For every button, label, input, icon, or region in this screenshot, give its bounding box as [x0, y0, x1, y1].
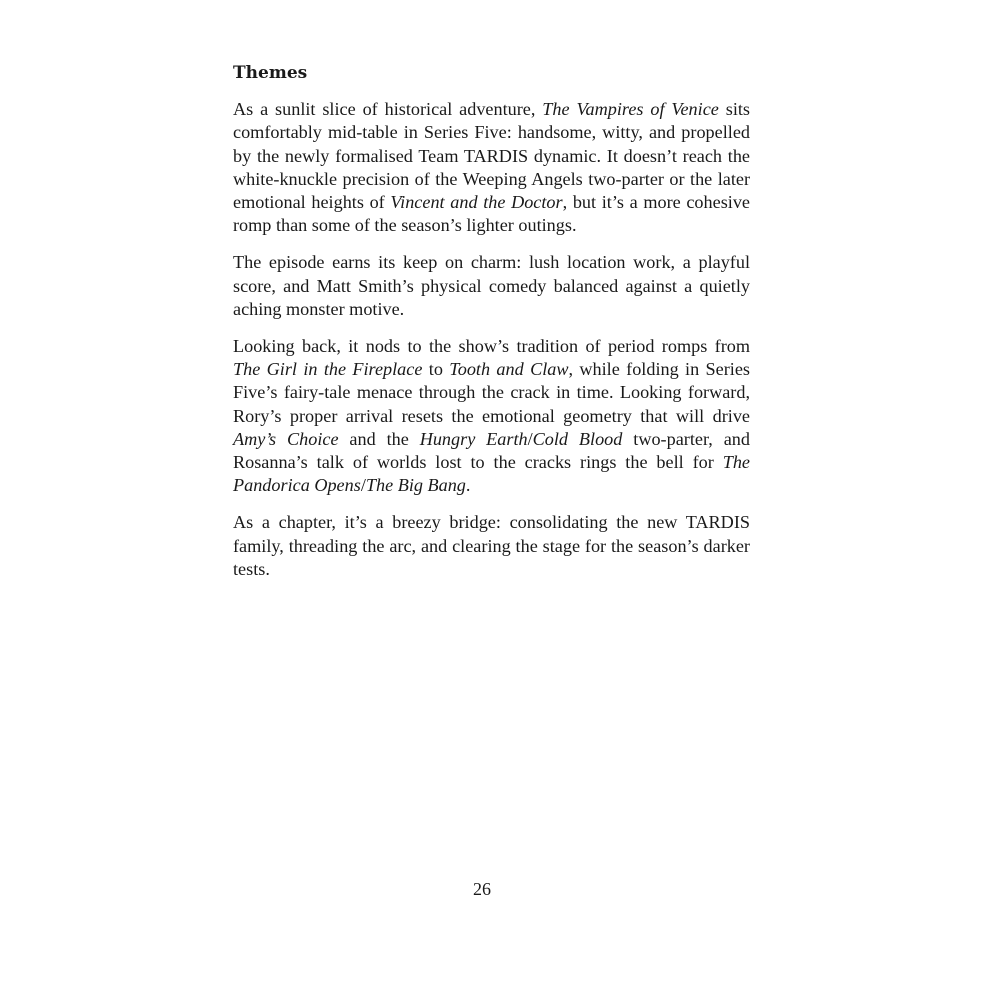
paragraph-text-run: As a chapter, it’s a breezy bridge: consolidating the new TARDIS family, threading the arc, and clearing the stage for the season’s darker tests.: [233, 512, 750, 579]
paragraph-text-run: /: [527, 428, 533, 449]
body-paragraph: [233, 98, 750, 238]
italic-title-text: The Vampires of Venice: [542, 99, 719, 119]
paragraph-text-run: sits comfortably mid-table in Series Five: handsome, witty, and propelled by the newly formalised Team TARDIS dynamic. It doesn’t reach the white-knuckle precision of the Weeping Angels two-parter or the later emotional heights of: [233, 99, 751, 213]
section-heading: Themes: [233, 63, 308, 83]
italic-title-text: The Big Bang: [365, 475, 466, 496]
paragraphs-container: [233, 98, 750, 581]
italic-title-text: Cold Blood: [532, 428, 623, 449]
italic-title-text: Amy’s Choice: [233, 428, 339, 449]
paragraph-text-run: Looking back, it nods to the show’s tradition of period romps from: [233, 335, 750, 356]
body-paragraph: [233, 335, 750, 498]
paragraph-text-run: , while folding in Series Five’s fairy-tale menace through the crack in time. Looking forward, Rory’s proper arrival resets the emotional geometry that will drive: [233, 358, 750, 426]
paragraph-text-run: , but it’s a more cohesive romp than some of the season’s lighter outings.: [233, 192, 750, 236]
italic-title-text: Vincent and the Doctor: [390, 192, 563, 213]
page-number: 26: [473, 879, 491, 899]
paragraph-text-run: The episode earns its keep on charm: lush location work, a playful score, and Matt Smith’s physical comedy balanced against a quietly aching monster motive.: [233, 252, 750, 319]
paragraph-text-run: and the: [338, 428, 420, 449]
italic-title-text: The Pandorica Opens: [233, 452, 750, 496]
italic-title-text: The Girl in the Fireplace: [233, 358, 423, 379]
paragraph-text-run: .: [465, 475, 471, 496]
italic-title-text: Tooth and Claw: [449, 358, 569, 379]
paragraph-text-run: /: [360, 475, 366, 496]
paragraph-text-run: As a sunlit slice of historical adventure,: [233, 99, 543, 119]
paragraph-text-run: two-parter, and Rosanna’s talk of worlds lost to the cracks rings the bell for: [233, 428, 750, 473]
body-paragraph: [233, 251, 750, 321]
body-paragraph: [233, 511, 750, 581]
italic-title-text: Hungry Earth: [419, 428, 528, 449]
paragraph-text-run: to: [422, 358, 450, 379]
page-body: [233, 62, 750, 595]
